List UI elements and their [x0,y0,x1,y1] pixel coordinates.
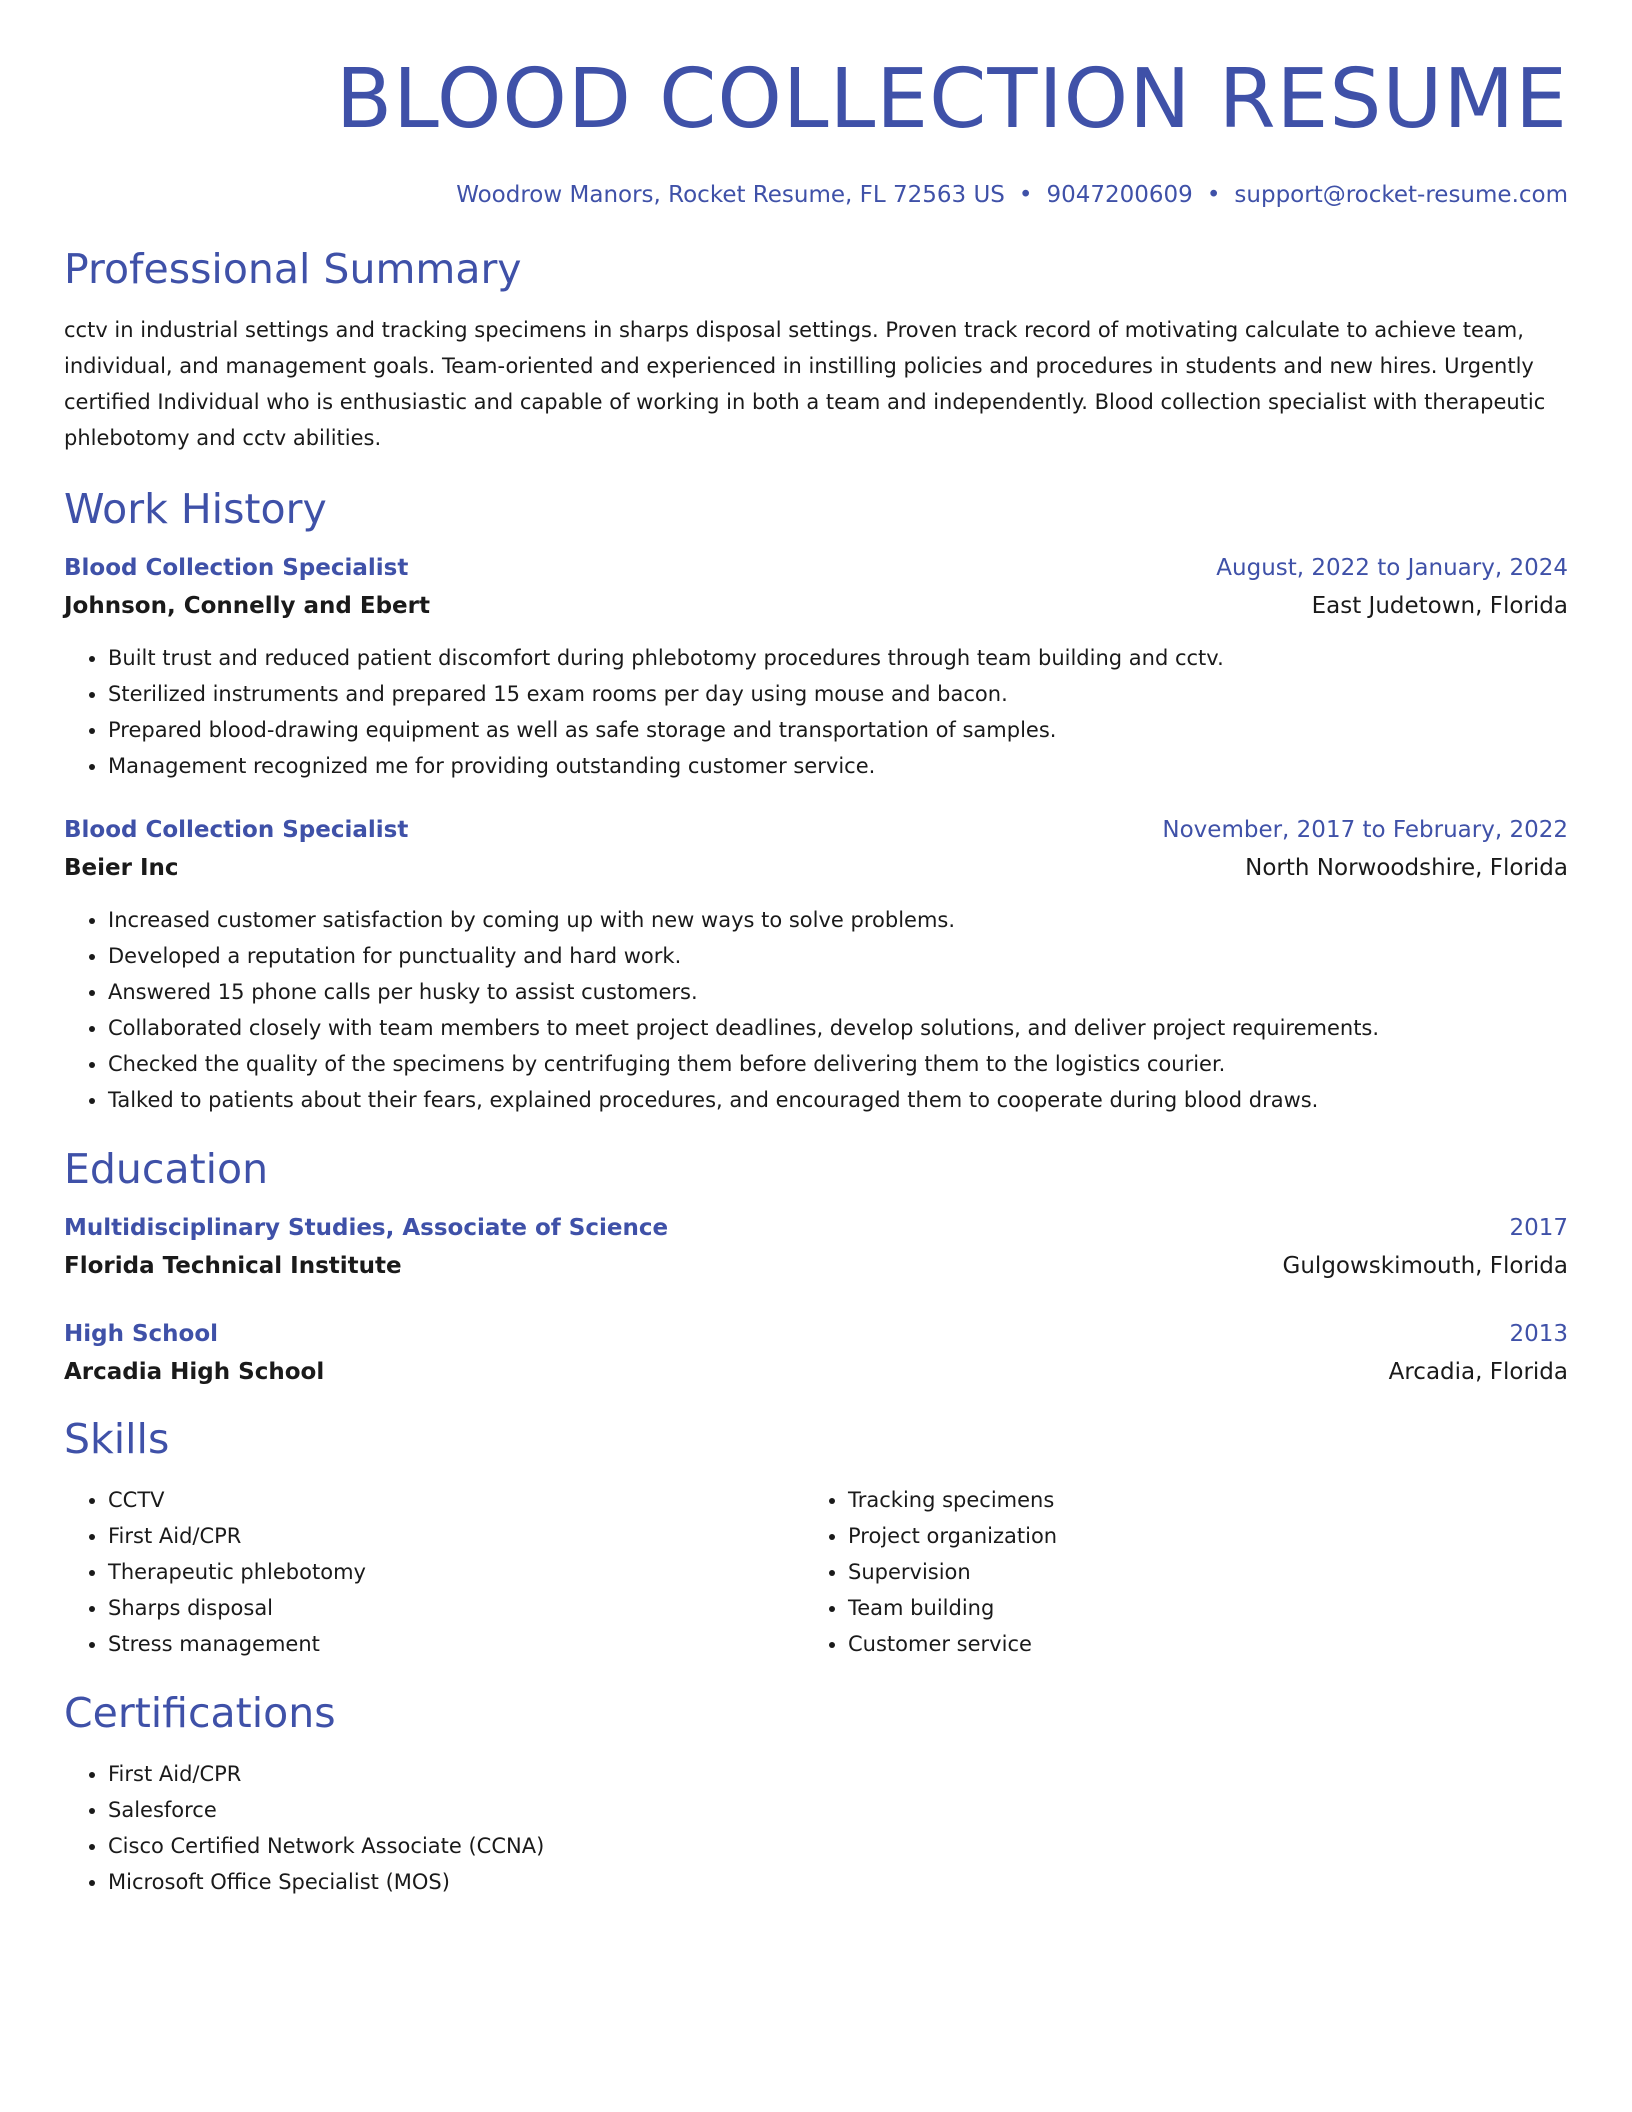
section-title-skills: Skills [64,1415,170,1463]
job-bullet: • Developed a reputation for punctuality and hard work. [108,938,1568,974]
job-bullets [64,640,1568,784]
skill-item: • Project organization [848,1518,1544,1554]
job-bullet: • Management recognized me for providing outstanding customer service. [108,748,1568,784]
resume-header [64,52,1568,210]
job-position: Blood Collection Specialist [64,555,409,581]
certification-item: • Microsoft Office Specialist (MOS) [108,1864,1568,1900]
skill-item: • Tracking specimens [848,1482,1544,1518]
section-title-summary: Professional Summary [64,245,522,293]
education-year: 2013 [1509,1321,1568,1347]
skills-list-right [804,1482,1544,1662]
job-dates: November, 2017 to February, 2022 [1162,817,1568,843]
skills-grid [64,1482,1568,1662]
job-dates: August, 2022 to January, 2024 [1216,555,1568,581]
job-bullet: • Talked to patients about their fears, explained procedures, and encouraged them to cooperate during blood draws. [108,1082,1568,1118]
education-location: Gulgowskimouth, Florida [1282,1253,1568,1279]
contact-email: support@rocket-resume.com [1234,182,1568,208]
skill-item: • Therapeutic phlebotomy [108,1554,804,1590]
job-company: Johnson, Connelly and Ebert [64,593,430,619]
education-year: 2017 [1509,1215,1568,1241]
education-location: Arcadia, Florida [1388,1359,1568,1385]
job-location: North Norwoodshire, Florida [1245,855,1568,881]
education-school: Florida Technical Institute [64,1253,402,1279]
education-degree: High School [64,1321,219,1347]
job-position: Blood Collection Specialist [64,817,409,843]
education-school: Arcadia High School [64,1359,325,1385]
skill-item: • Team building [848,1590,1544,1626]
education-entry [64,1318,1568,1388]
contact-line [64,180,1568,210]
certification-item: • First Aid/CPR [108,1756,1568,1792]
certification-item: • Salesforce [108,1792,1568,1828]
job-bullet: • Sterilized instruments and prepared 15 exam rooms per day using mouse and bacon. [108,676,1568,712]
skills-list-left [64,1482,804,1662]
job-location: East Judetown, Florida [1311,593,1568,619]
section-title-certifications: Certifications [64,1689,336,1737]
section-title-education: Education [64,1145,269,1193]
skill-item: • Customer service [848,1626,1544,1662]
resume-title: BLOOD COLLECTION RESUME [335,52,1568,147]
job-bullet: • Collaborated closely with team members to meet project deadlines, develop solutions, and deliver project requirements. [108,1010,1568,1046]
summary-text: cctv in industrial settings and tracking specimens in sharps disposal settings. Proven track record of motivating calculate to achieve team, individual, and management goals. Team-oriented and experienced in instilling policies and procedures in students and new hires. Urgently certified Individual who is enthusiastic and capable of working in both a team and independently. Blood collection specialist with therapeutic phlebotomy and cctv abilities. [64,318,1546,450]
certifications-list [64,1756,1568,1900]
job-bullet: • Increased customer satisfaction by coming up with new ways to solve problems. [108,902,1568,938]
section-title-work-history: Work History [64,485,327,533]
job-bullet: • Prepared blood-drawing equipment as well as safe storage and transportation of samples. [108,712,1568,748]
job-entry [64,814,1568,1118]
skill-item: • Stress management [108,1626,804,1662]
skill-item: • Supervision [848,1554,1544,1590]
contact-phone: 9047200609 [1046,182,1193,208]
contact-separator: • [1206,182,1221,208]
certification-item: • Cisco Certified Network Associate (CCNA) [108,1828,1568,1864]
skill-item: • CCTV [108,1482,804,1518]
job-bullet: • Checked the quality of the specimens by centrifuging them before delivering them to the logistics courier. [108,1046,1568,1082]
job-entry [64,552,1568,784]
job-company: Beier Inc [64,855,179,881]
education-entry [64,1212,1568,1282]
contact-separator: • [1018,182,1033,208]
skill-item: • Sharps disposal [108,1590,804,1626]
job-bullet: • Answered 15 phone calls per husky to assist customers. [108,974,1568,1010]
job-bullets [64,902,1568,1118]
education-degree: Multidisciplinary Studies, Associate of Science [64,1215,669,1241]
skill-item: • First Aid/CPR [108,1518,804,1554]
job-bullet: • Built trust and reduced patient discomfort during phlebotomy procedures through team building and cctv. [108,640,1568,676]
contact-address: Woodrow Manors, Rocket Resume, FL 72563 US [456,182,1005,208]
